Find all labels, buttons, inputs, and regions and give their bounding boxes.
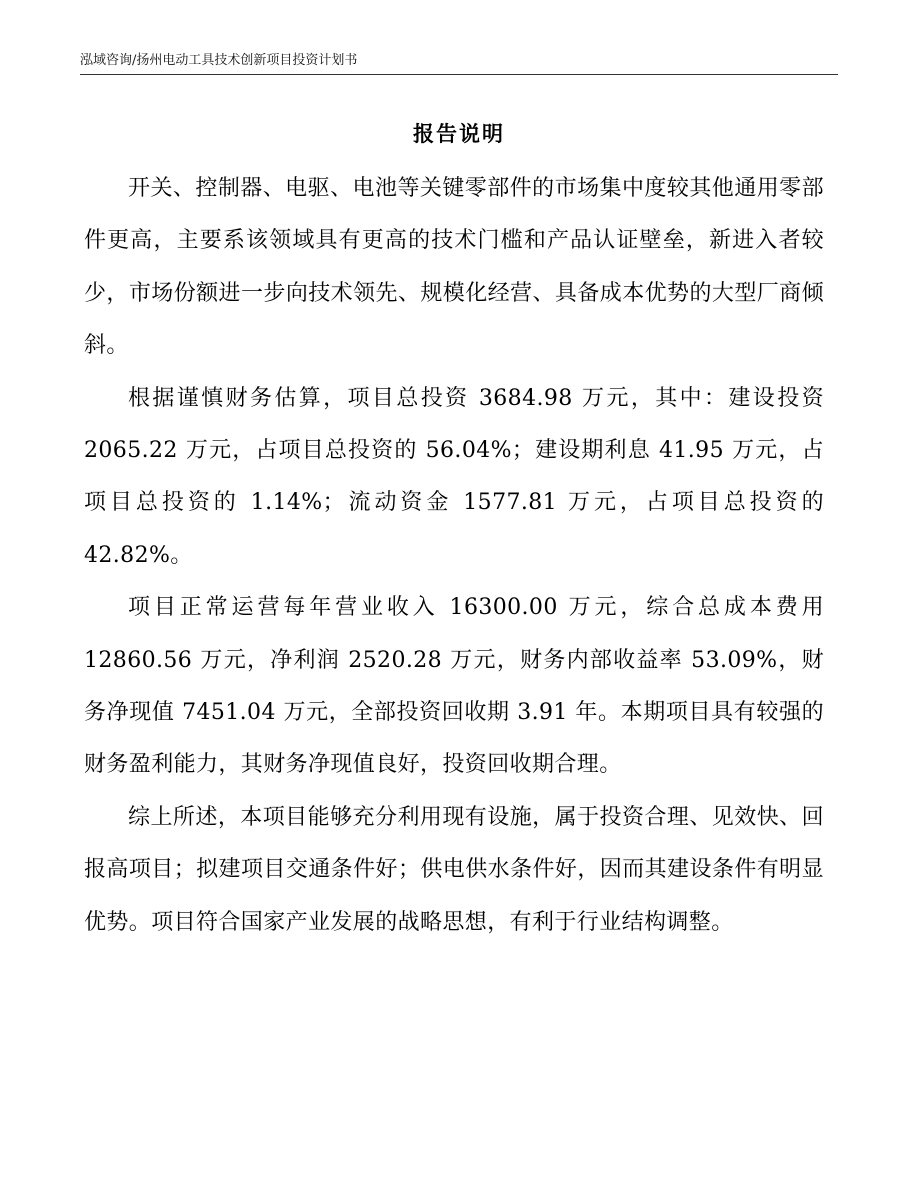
paragraph-financial-returns: 项目正常运营每年营业收入 16300.00 万元，综合总成本费用 12860.56 万元，净利润 2520.28 万元，财务内部收益率 53.09%，财务净现值 7451.04 万元，全部投资回收期 3.91 年。本期项目具有较强的财务盈利能力，其财务净现值良好，投资回收期合理。 [84, 595, 824, 778]
paragraph-investment-estimate: 根据谨慎财务估算，项目总投资 3684.98 万元，其中：建设投资 2065.22 万元，占项目总投资的 56.04%；建设期利息 41.95 万元，占项目总投资的 1.14%；流动资金 1577.81 万元，占项目总投资的 42.82%。 [84, 385, 824, 568]
running-header: 泓域咨询/扬州电动工具技术创新项目投资计划书 [80, 50, 838, 75]
report-body [84, 163, 824, 949]
page-title: 报告说明 [413, 121, 505, 146]
paragraph-conclusion: 综上所述，本项目能够充分利用现有设施，属于投资合理、见效快、回报高项目；拟建项目交通条件好；供电供水条件好，因而其建设条件有明显优势。项目符合国家产业发展的战略思想，有利于行业结构调整。 [84, 804, 824, 935]
paragraph-market-concentration: 开关、控制器、电驱、电池等关键零部件的市场集中度较其他通用零部件更高，主要系该领域具有更高的技术门槛和产品认证壁垒，新进入者较少，市场份额进一步向技术领先、规模化经营、具备成本优势的大型厂商倾斜。 [84, 176, 824, 359]
